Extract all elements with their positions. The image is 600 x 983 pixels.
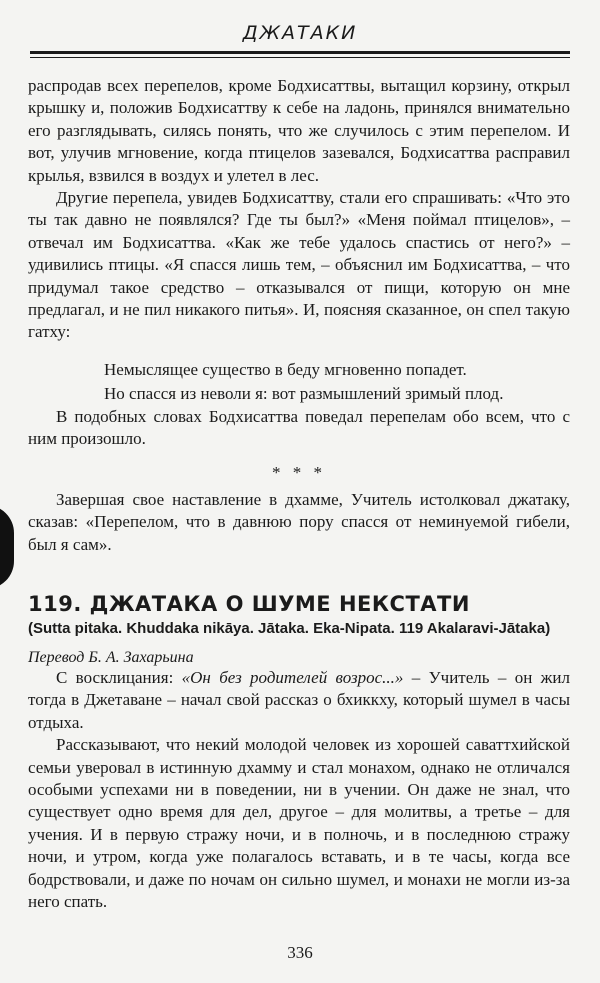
page-edge-tab-mark (0, 505, 14, 589)
verse-line: Немыслящее существо в беду мгновенно попадет. (104, 359, 467, 379)
chapter-source: (Sutta pitaka. Khuddaka nikāya. Jātaka. Eka-Nipata. 119 Akalaravi-Jātaka) (28, 619, 551, 637)
page-number: 336 (287, 943, 313, 962)
running-head: ДЖАТАКИ (242, 22, 358, 44)
opening-rest: – Учитель – он жил тогда в Джетаване – начал свой рассказ о бхиккху, который шумел в часы отдыха. (28, 667, 570, 732)
paragraph-quails-question: Другие перепела, увидев Бодхисаттву, стали его спрашивать: «Что это ты так давно не появлялся? Где ты был?» «Меня поймал птицелов», – отвечал им Бодхисаттва. «Как же тебе удалось спастись от него?» – удивились птицы. «Я спасся лишь тем, – объяснил им Бодхисаттва, – что придумал такое средство – отказывался от пищи, которую он мне предлагал, и не пил никакого питья». И, поясняя сказанное, он спел такую гатху: (28, 188, 570, 342)
page-body (28, 75, 570, 913)
header-rule-thin (30, 57, 570, 58)
header-rule-thick (30, 51, 570, 54)
section-divider-stars: * * * (272, 462, 326, 482)
opening-quote: «Он без родителей возрос...» (181, 667, 404, 687)
paragraph-story: Рассказывают, что некий молодой человек из хорошей саваттхийской семьи уверовал в истинную дхамму и стал монахом, однако не отличался особыми успехами ни в поведении, ни в учении. Он даже не знал, что существует одно время для дел, другое – для молитвы, а третье – для учения. И в первую стражу ночи, и в полночь, и в последнюю стражу ночи, и утром, когда уже полагалось вставать, и в те часы, когда все бодрствовали, и даже по ночам он сильно шумел, и монахи не могли из-за него спать. (28, 735, 570, 911)
paragraph-continuation: распродав всех перепелов, кроме Бодхисаттвы, вытащил корзину, открыл крышку и, положив Бодхисаттву к себе на ладонь, принялся внимательно его разглядывать, силясь понять, что же случилось с этим перепелом. И вот, улучив мгновение, когда птицелов зазевался, Бодхисаттва расправил крылья, взвился в воздух и улетел в лес. (28, 76, 570, 185)
chapter-title: 119. ДЖАТАКА О ШУМЕ НЕКСТАТИ (28, 591, 470, 616)
paragraph-teacher-explanation: Завершая свое наставление в дхамме, Учитель истолковал джатаку, сказав: «Перепелом, что в давнюю пору спасся от неминуемой гибели, был я сам». (28, 489, 570, 554)
verse-gatha (104, 358, 570, 406)
paragraph-opening (28, 667, 570, 734)
opening-prefix: С восклицания: (56, 667, 182, 687)
verse-line: Но спасся из неволи я: вот размышлений зримый плод. (104, 383, 504, 403)
paragraph-conclusion: В подобных словах Бодхисаттва поведал перепелам обо всем, что с ним произошло. (28, 406, 570, 449)
translator-credit: Перевод Б. А. Захарьина (28, 648, 194, 666)
